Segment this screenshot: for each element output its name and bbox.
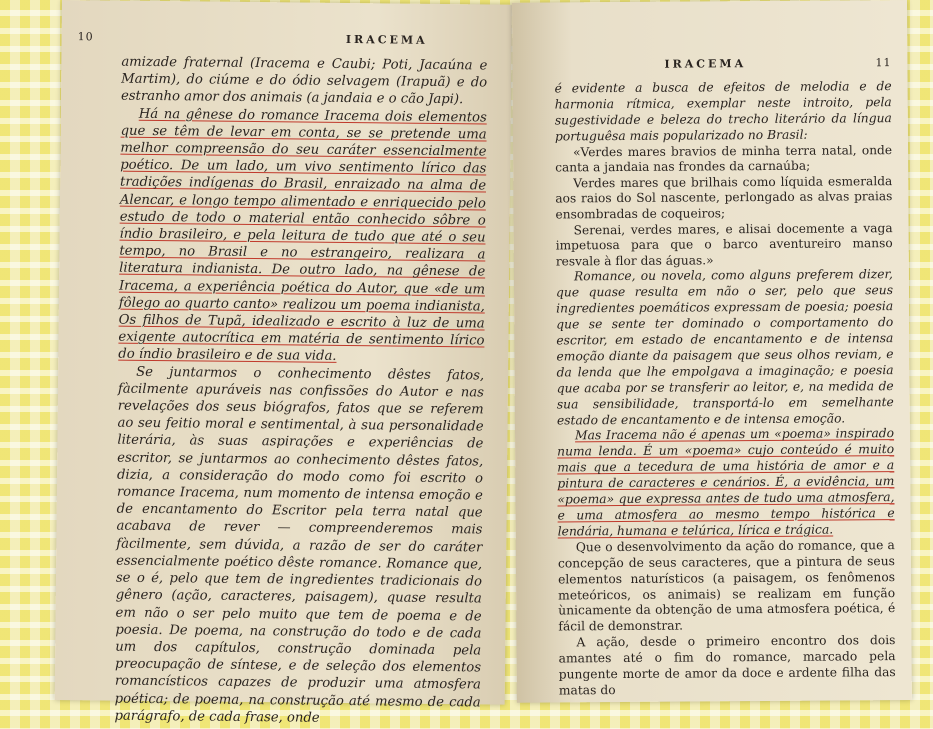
left-paragraph-3: Se juntarmos o conhecimento dêstes fatos, fàcilmente apuráveis nas confissões do Autor e nas revelações dos seus biógrafos, fatos que se referem ao seu feitio moral e sentimental, à sua personalidade literária, às suas aspirações e experiências de escritor, se juntarmos ao conhecimento dêstes fatos, dizia, a consideração do modo como foi escrito o romance Iracema, num momento de intensa emoção e de encantamento do Escritor pela terra natal que acabava de rever — compreenderemos mais fàcilmente, sem dúvida, a razão de ser do caráter essencialmente poético dêste romance. Romance que, se o é, pelo que tem de ingredientes tradicionais do gênero (ação, caracteres, paisagem), quase resulta em não o ser pelo muito que tem de poema e de poesia. De poema, na construção do todo e de cada um dos capítulos, construção dominada pela preocupação de síntese, e de seleção dos elementos romancísticos capazes de produzir uma atmosfera poética; de poema, na construção até mesmo de cada parágrafo, de cada frase, onde bbox=[114, 364, 485, 726]
right-page bbox=[512, 0, 912, 703]
right-running-head: IRACEMA bbox=[664, 57, 747, 71]
right-page-header bbox=[664, 56, 891, 71]
right-paragraph-1: é evidente a busca de efeitos de melodia e de harmonia rítmica, exemplar neste introito, pela sugestividade e beleza do trecho literário da língua portuguêsa mais popularizado no Brasil: bbox=[554, 79, 892, 144]
right-page-number: 11 bbox=[875, 56, 892, 70]
quote-stanza-3: Serenai, verdes mares, e alisai docemente a vaga impetuosa para que o barco aventureiro manso resvale à flor das águas.» bbox=[555, 220, 893, 269]
right-paragraph-5: A ação, desde o primeiro encontro dos dois amantes até o fim do romance, marcado pela pungente morte de amor da doce e ardente filha das matas do bbox=[558, 633, 896, 698]
right-paragraph-3: Mas Iracema não é apenas um «poema» inspirado numa lenda. É um «poema» cujo conteúdo é muito mais que a tecedura de uma história de amor e a pintura de caracteres e cenários. É, a evidência, um «poema» que expressa antes de tudo uma atmosfera, e uma atmosfera ao mesmo tempo histórica e lendária, humana e telúrica, lírica e trágica. bbox=[557, 426, 895, 539]
right-paragraph-4: Que o desenvolvimento da ação do romance, que a concepção de seus caracteres, que a pintura de seus elementos naturísticos (a paisagem, os fenômenos meteóricos, os animais) se realizam em função ùnicamente da obtenção de uma atmosfera poética, é fácil de demonstrar. bbox=[557, 537, 896, 634]
right-paragraph-2: Romance, ou novela, como alguns preferem dizer, que quase resulta em não o ser, pelo que seus ingredientes poemáticos expressam de poesia; poesia que se sente ter dominado o comportamento do escritor, em estado de encantamento e de intensa emoção diante da paisagem que seus olhos reviam, e da lenda que lhe empolgava a imaginação; e poesia que acaba por se transferir ao leitor, e, na medida de sua sensibilidade, transportá-lo em semelhante estado de encantamento e de intensa emoção. bbox=[555, 267, 894, 427]
left-page-header bbox=[78, 30, 428, 47]
quote-stanza-1: «Verdes mares bravios de minha terra natal, onde canta a jandaia nas frondes da carnaúba; bbox=[555, 142, 893, 175]
left-paragraph-1: amizade fraternal (Iracema e Caubi; Poti, Jacaúna e Martim), do ciúme e do ódio selvagem (Irapuã) e do estranho amor dos animais (a jandaia e o cão Japi). bbox=[120, 54, 488, 108]
left-page-number: 10 bbox=[77, 30, 94, 44]
left-running-head: IRACEMA bbox=[345, 32, 428, 47]
left-paragraph-2: Há na gênese do romance Iracema dois elementos que se têm de levar em conta, se se pretende uma melhor compreensão do seu caráter essencialmente poético. De um lado, um vivo sentimento lírico das tradições indígenas do Brasil, enraizado na alma de Alencar, e longo tempo alimentado e enriquecido pelo estudo de todo o material então conhecido sôbre o índio brasileiro, e pela leitura de tudo que até o seu tempo, no Brasil e no estrangeiro, realizara a literatura indianista. De outro lado, na gênese de Iracema, a experiência poética do Autor, que «de um fôlego ao quarto canto» realizou um poema indianista, Os filhos de Tupã, idealizado e escrito à luz de uma exigente autocrítica em matéria de sentimento lírico do índio brasileiro e de sua vida. bbox=[118, 106, 487, 365]
quote-stanza-2: Verdes mares que brilhais como líquida esmeralda aos raios do Sol nascente, perlongado as alvas praias ensombradas de coqueiros; bbox=[555, 173, 893, 222]
left-page bbox=[55, 0, 512, 726]
